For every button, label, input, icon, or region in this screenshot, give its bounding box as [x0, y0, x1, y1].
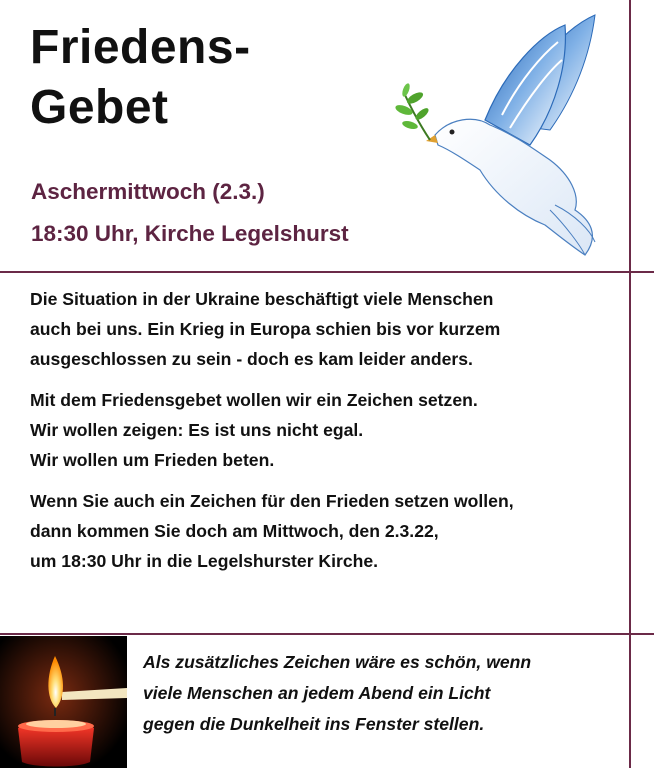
lit-candle-icon [0, 636, 127, 768]
event-date: Aschermittwoch (2.3.) [31, 179, 265, 204]
vertical-divider [629, 0, 631, 768]
text-line: Wenn Sie auch ein Zeichen für den Frieden setzen wollen, [30, 491, 514, 511]
text-line: Wir wollen um Frieden beten. [30, 450, 275, 470]
note-line: viele Menschen an jedem Abend ein Licht [143, 683, 491, 703]
dove-with-olive-branch-icon [390, 10, 620, 265]
paragraph-intent [30, 385, 622, 475]
footer-divider [0, 633, 654, 635]
main-text [30, 284, 622, 587]
paragraph-situation [30, 284, 622, 374]
footer-note [143, 647, 623, 740]
header-divider [0, 271, 654, 273]
page-title [30, 22, 251, 134]
note-line: Als zusätzliches Zeichen wäre es schön, wenn [143, 652, 532, 672]
title-line-1: Friedens- [30, 21, 251, 74]
text-line: auch bei uns. Ein Krieg in Europa schien bis vor kurzem [30, 319, 501, 339]
text-line: um 18:30 Uhr in die Legelshurster Kirche. [30, 551, 379, 571]
text-line: Wir wollen zeigen: Es ist uns nicht egal. [30, 420, 364, 440]
note-line: gegen die Dunkelheit ins Fenster stellen. [143, 714, 485, 734]
text-line: Mit dem Friedensgebet wollen wir ein Zeichen setzen. [30, 390, 478, 410]
title-line-2: Gebet [30, 81, 169, 134]
text-line: dann kommen Sie doch am Mittwoch, den 2.3.22, [30, 521, 439, 541]
text-line: ausgeschlossen zu sein - doch es kam leider anders. [30, 349, 473, 369]
event-time-place: 18:30 Uhr, Kirche Legelshurst [31, 221, 349, 246]
paragraph-invitation [30, 486, 622, 576]
text-line: Die Situation in der Ukraine beschäftigt viele Menschen [30, 289, 494, 309]
